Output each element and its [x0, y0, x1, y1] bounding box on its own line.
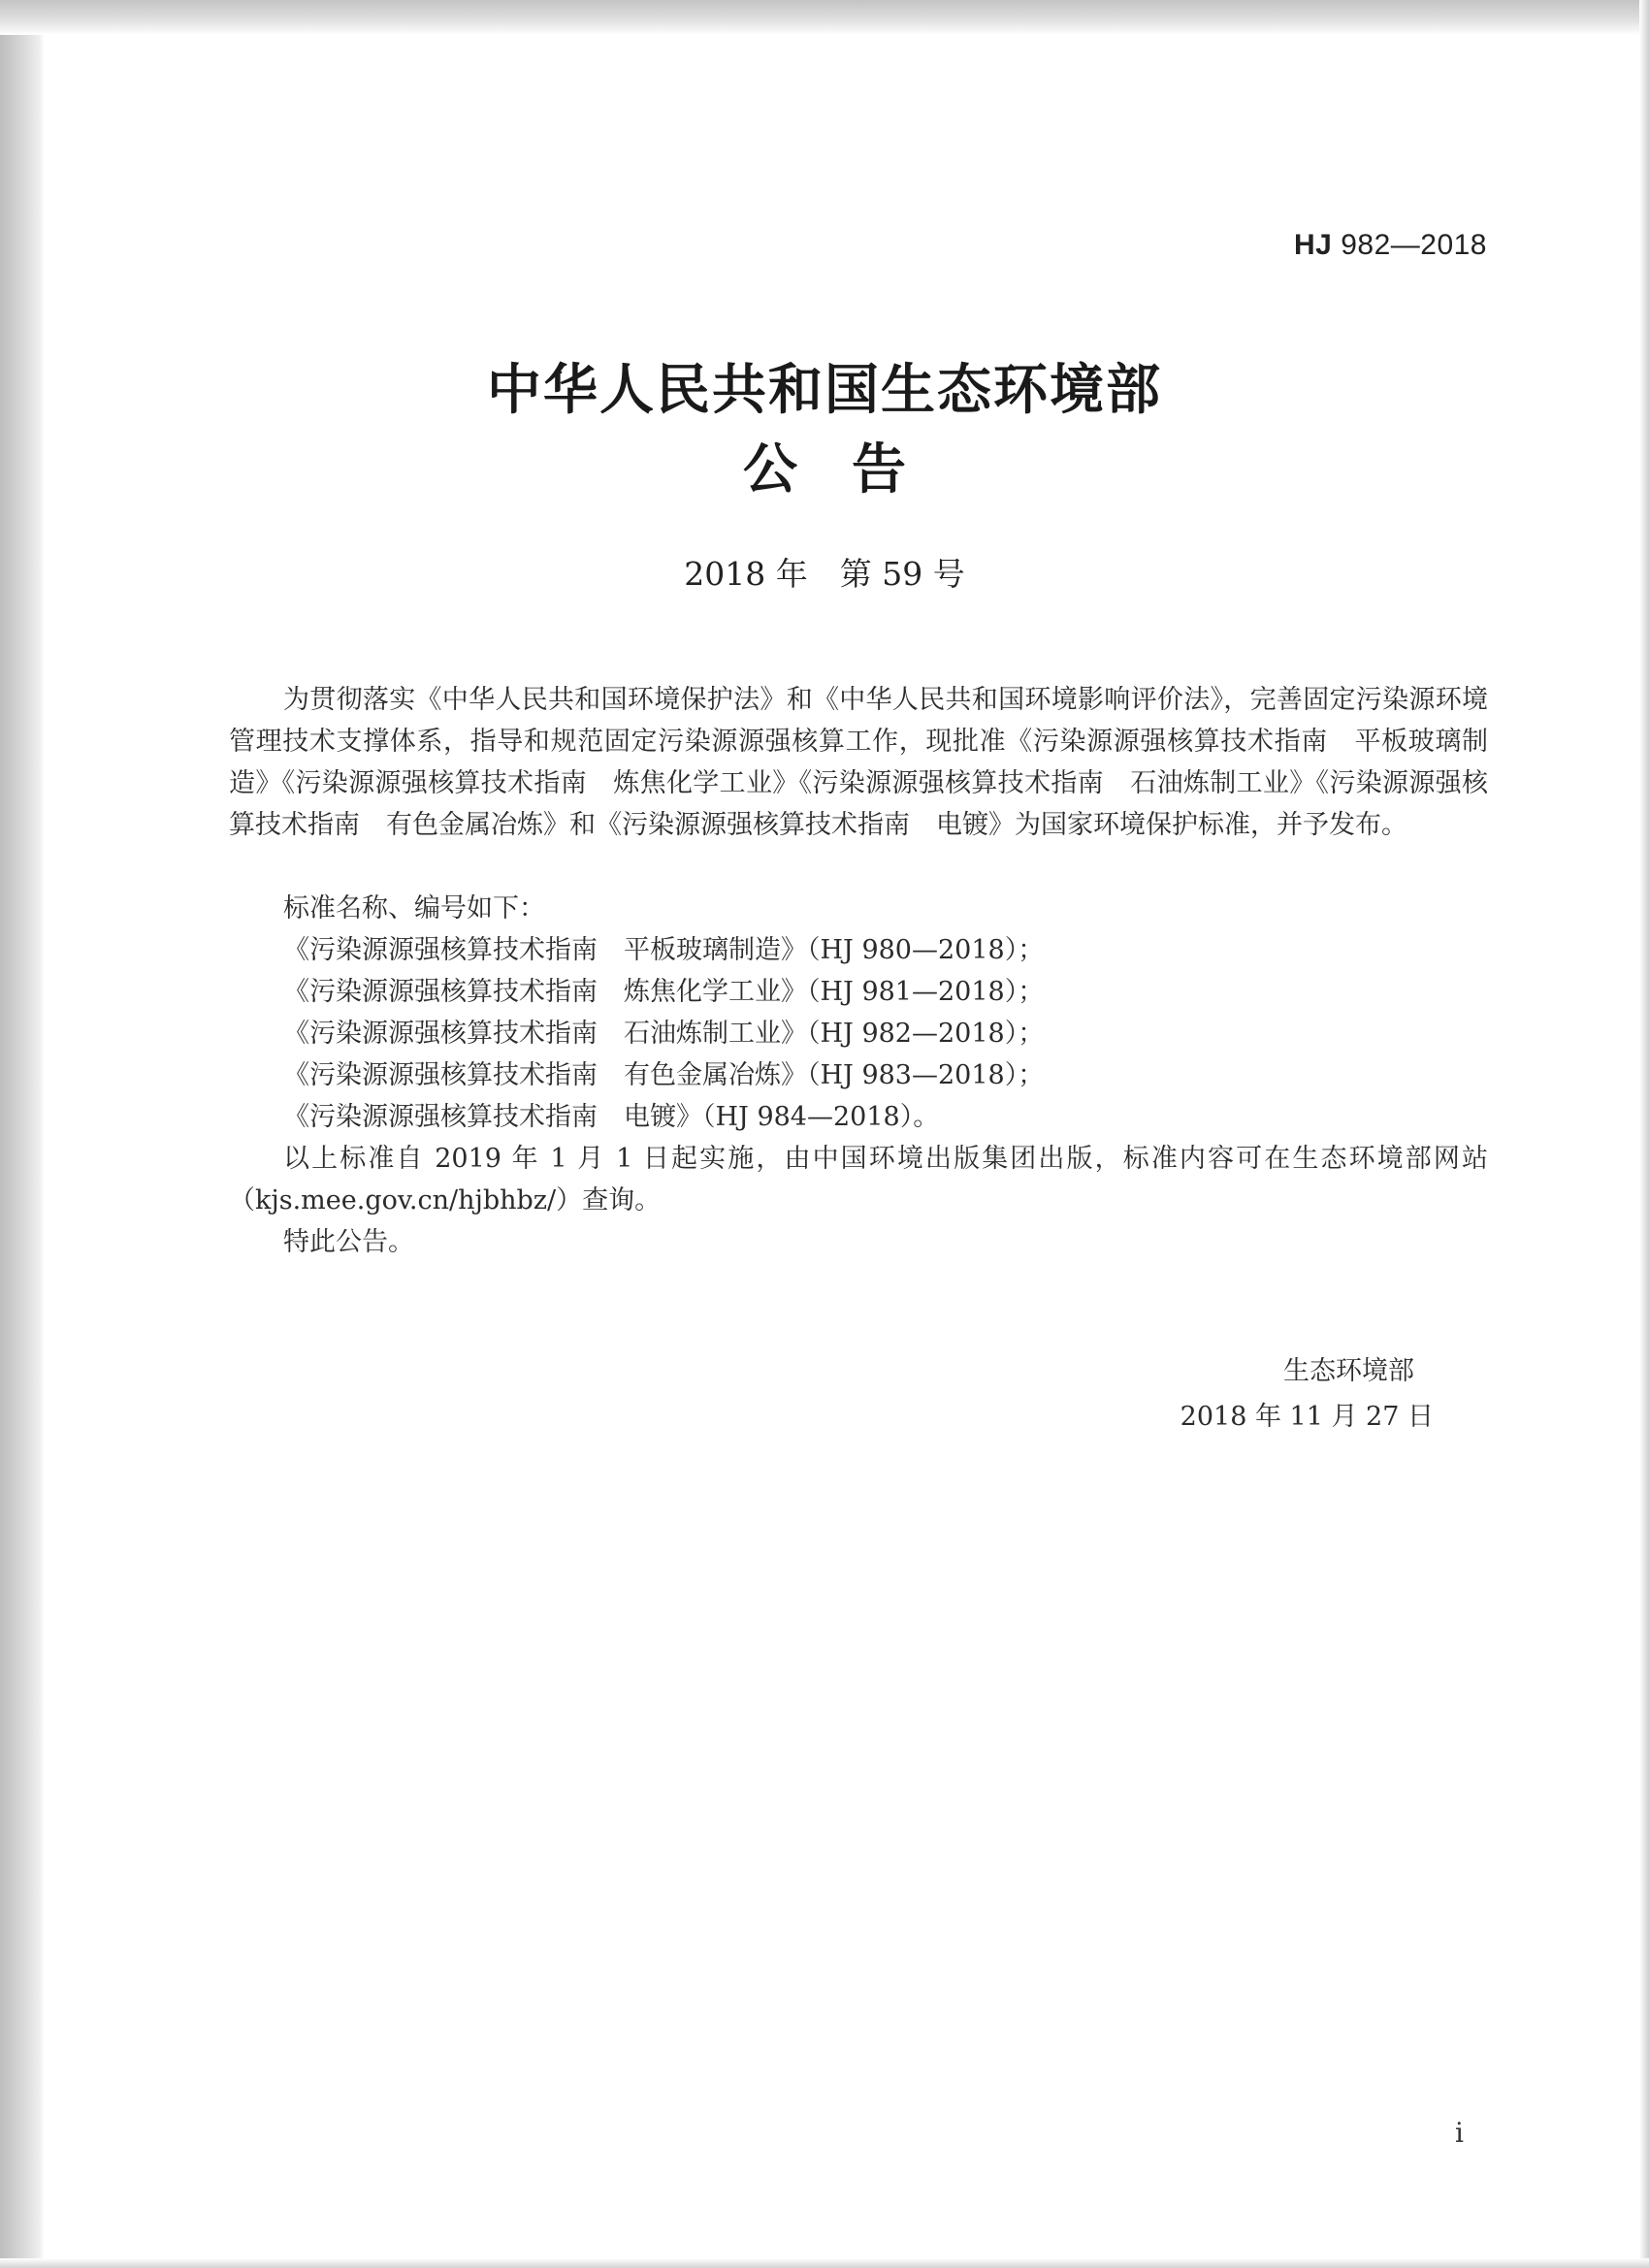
body-paragraph-1: 为贯彻落实《中华人民共和国环境保护法》和《中华人民共和国环境影响评价法》，完善固定污染源环境管理技术支撑体系，指导和规范固定污染源源强核算工作，现批准《污染源源强核算技术指南 平板玻璃制造》《污染源源强核算技术指南 炼焦化学工业》《污染源源强核算技术指南 石油炼制工业》《污染源源强核算技术指南 有色金属冶炼》和《污染源源强核算技术指南 电镀》为国家环境保护标准，并予发布。 — [229, 685, 1488, 840]
signature-block — [1180, 1348, 1434, 1440]
standard-item-4: 《污染源源强核算技术指南 有色金属冶炼》（HJ 983—2018）； — [283, 1060, 1045, 1090]
page-title: 中华人民共和国生态环境部 — [487, 359, 1162, 422]
standard-code: 982—2018 — [1341, 229, 1487, 261]
signature-issuer: 生态环境部 — [1283, 1356, 1414, 1386]
standard-item-3: 《污染源源强核算技术指南 石油炼制工业》（HJ 982—2018）； — [283, 1019, 1045, 1049]
body-paragraph-2: 以上标准自 2019 年 1 月 1 日起实施，由中国环境出版集团出版，标准内容可在生态环境部网站（kjs.mee.gov.cn/hjbhbz/）查询。 — [229, 1144, 1488, 1215]
scan-edge-left — [0, 0, 45, 2268]
standard-prefix: HJ — [1294, 229, 1333, 261]
closing-text: 特此公告。 — [283, 1227, 414, 1257]
standard-item-5: 《污染源源强核算技术指南 电镀》（HJ 984—2018）。 — [283, 1102, 940, 1132]
standard-number — [1294, 229, 1487, 262]
page-number: i — [1455, 2117, 1464, 2149]
scan-edge-top — [0, 0, 1649, 35]
issue-number: 2018 年 第 59 号 — [684, 555, 965, 593]
standard-item-2: 《污染源源强核算技术指南 炼焦化学工业》（HJ 981—2018）； — [283, 977, 1045, 1007]
scan-edge-bottom — [0, 2258, 1649, 2268]
scan-edge-right — [1639, 0, 1649, 2268]
list-intro: 标准名称、编号如下： — [283, 893, 545, 923]
signature-date: 2018 年 11 月 27 日 — [1180, 1402, 1434, 1432]
announcement-heading: 公 告 — [743, 438, 906, 502]
standard-item-1: 《污染源源强核算技术指南 平板玻璃制造》（HJ 980—2018）； — [283, 935, 1045, 965]
